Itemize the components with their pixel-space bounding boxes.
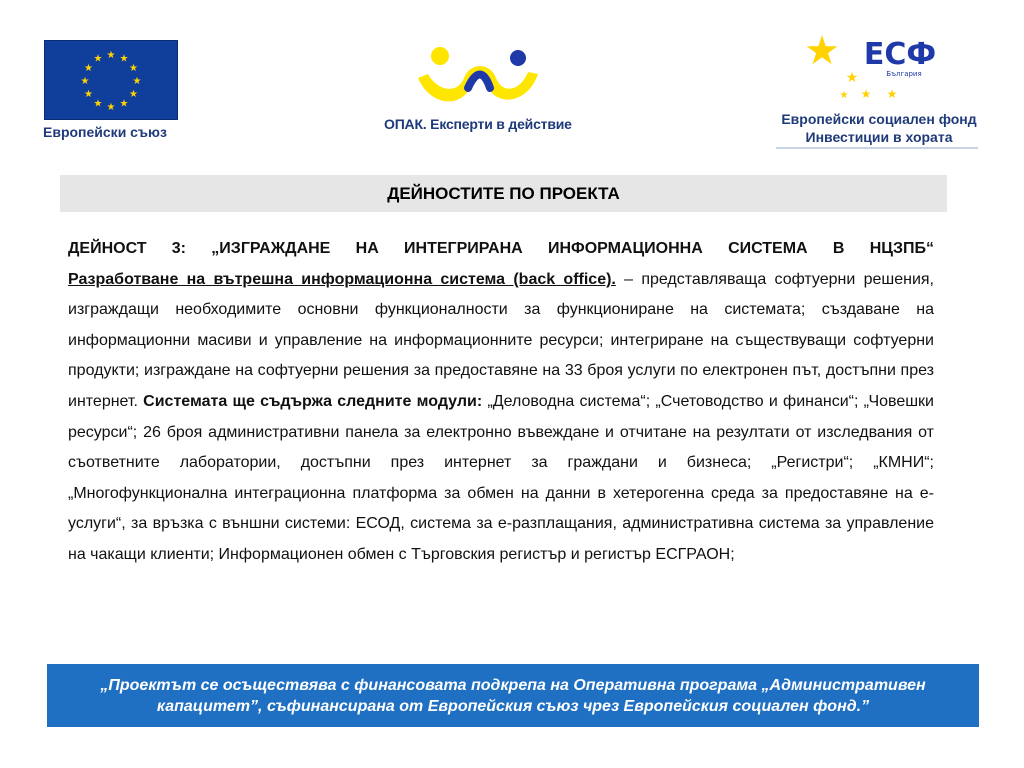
esf-big-star-icon: ★: [804, 32, 840, 74]
svg-text:★: ★: [93, 53, 103, 65]
esf-caption-line2: Инвестиции в хората: [805, 129, 953, 145]
opak-caption: ОПАК. Експерти в действие: [384, 116, 572, 132]
activity-content: [68, 234, 934, 571]
eu-stars-icon: [45, 41, 177, 119]
esf-caption: [776, 110, 982, 146]
modules-label: Системата ще съдържа следните модули:: [143, 392, 483, 410]
svg-text:★: ★: [845, 70, 859, 86]
activity-subtitle: Разработване на вътрешна информационна система (back office).: [68, 270, 616, 288]
section-title: ДЕЙНОСТИТЕ ПО ПРОЕКТА: [60, 175, 947, 212]
svg-text:★: ★: [860, 87, 872, 101]
activity-title: ДЕЙНОСТ 3: „ИЗГРАЖДАНЕ НА ИНТЕГРИРАНА ИНФОРМАЦИОННА СИСТЕМА В НЦЗПБ“: [68, 240, 934, 257]
svg-text:★: ★: [106, 50, 116, 61]
svg-text:★: ★: [132, 76, 142, 87]
svg-text:★: ★: [84, 89, 93, 100]
esf-divider: [776, 147, 978, 149]
opak-logo: [410, 44, 545, 112]
svg-text:★: ★: [106, 102, 116, 113]
esf-caption-line1: Европейски социален фонд: [781, 111, 977, 127]
svg-text:★: ★: [119, 98, 129, 110]
svg-text:★: ★: [93, 98, 103, 110]
footer-banner: [47, 664, 979, 727]
esf-logo-subtext: България: [886, 70, 922, 78]
modules-text: „Деловодна система“; „Счетоводство и финанси“; „Човешки ресурси“; 26 броя административни панела за електронно въвеждане и отчитане на резултати от изследвания от съответните лаборатории, достъпни през интернет за граждани и бизнеса; „Регистри“; „КМНИ“; „Многофункционална интеграционна платформа за обмен на данни в хетерогенна среда за предоставяне на е-услуги“, за връзка с външни системи: ЕСОД, система за е-разплащания, административна система за управление на чакащи клиенти; Информационен обмен с Търговския регистър и регистър ЕСГРАОН;: [68, 392, 934, 563]
svg-text:★: ★: [129, 89, 138, 100]
svg-text:★: ★: [84, 63, 93, 74]
footer-text: „Проектът се осъществява с финансовата подкрепа на Оперативна програма „Административен капацитет”, съфинансирана от Европейския съюз чрез Европейския социален фонд.”: [100, 676, 926, 715]
esf-logo-text: ЕСФ: [863, 37, 937, 72]
eu-caption: Европейски съюз: [43, 124, 167, 140]
svg-text:★: ★: [839, 90, 849, 101]
svg-text:★: ★: [886, 87, 898, 101]
svg-text:★: ★: [80, 76, 90, 87]
esf-logo: [800, 32, 960, 102]
svg-text:★: ★: [129, 63, 138, 74]
page-header: [0, 0, 1024, 160]
eu-flag-logo: [44, 40, 178, 120]
activity-description: – представляваща софтуерни решения, изграждащи необходимите основни функционалности за функциониране на системата; създаване на информационни масиви и управление на информационните ресурси; интегриране на съществуващи софтуерни продукти; изграждане на софтуерни решения за предоставяне на 33 броя услуги по електронен път, достъпни през интернет.: [68, 270, 934, 410]
svg-text:★: ★: [119, 53, 129, 65]
